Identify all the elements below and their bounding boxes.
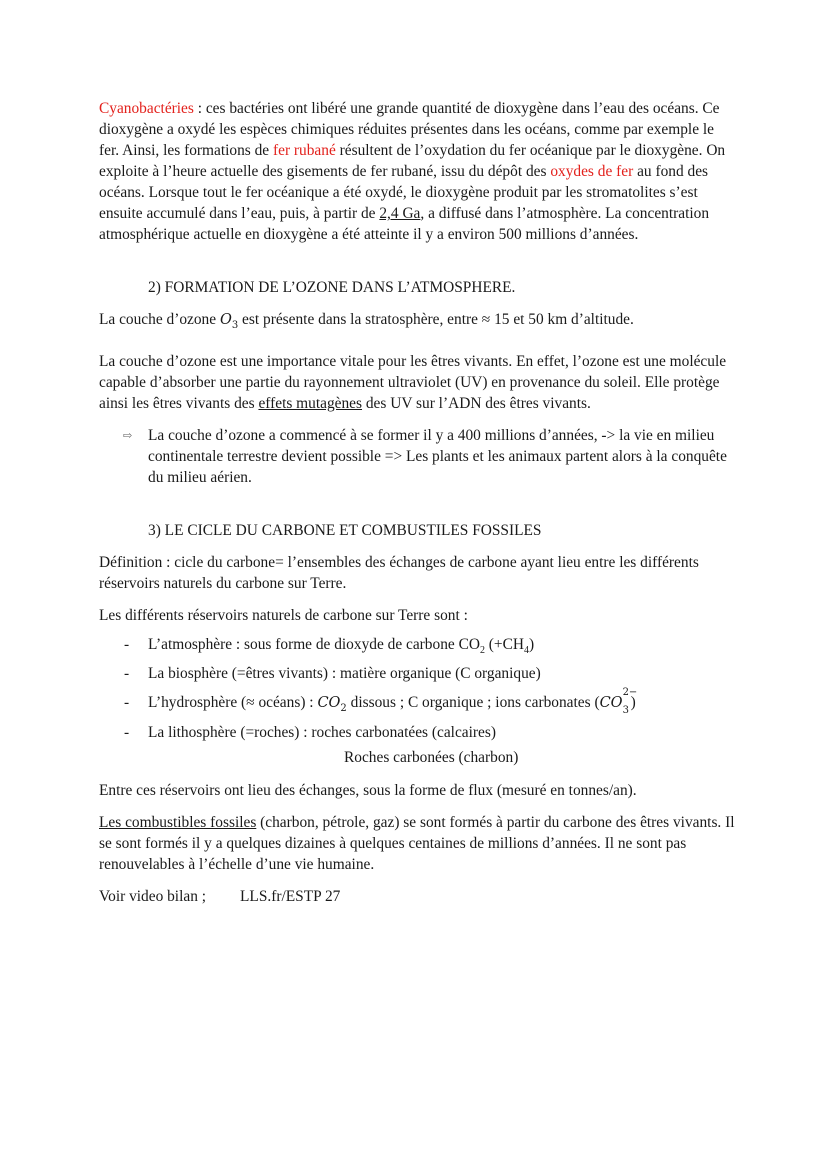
video-link: LLS.fr/ESTP 27 <box>240 888 341 905</box>
reservoirs-intro: Les différents réservoirs naturels de carbone sur Terre sont : <box>99 607 468 624</box>
term-combustibles-fossiles: Les combustibles fossiles <box>99 814 257 831</box>
ozone-paragraph-1: La couche d’ozone $O_3$ est présente dans la stratosphère, entre ≈ 15 et 50 km d’altitude. <box>99 311 634 331</box>
flux-paragraph: Entre ces réservoirs ont lieu des échanges, sous la forme de flux (mesuré en tonnes/an). <box>99 782 637 799</box>
list-item: - La biosphère (=êtres vivants) : matière organique (C organique) <box>124 665 541 682</box>
formula-co3: CO 2− 3 <box>599 687 638 716</box>
list-item: - L’atmosphère : sous forme de dioxyde de carbone $CO_2$ $(+CH_4)$ <box>124 636 535 657</box>
formula-co2: $CO_2$ <box>317 695 347 714</box>
intro-paragraph: Cyanobactéries : ces bactéries ont libéré une grande quantité de dioxygène dans l’eau des océans. Ce dioxygène a oxydé les espèces chimiques réduites présentes dans les océans, comme par exemple le fer. Ainsi, les formations de fer rubané résultent de l’oxydation du fer océanique par le dioxygène. On exploite à l’heure actuelle des gisements de fer rubané, issu du dépôt des oxydes de fer au fond des océans. Lorsque tout le fer océanique a été oxydé, le dioxygène produit par les stromatolites s’est ensuite accumulé dans l’eau, puis, à partir de 2,4 Ga, a diffusé dans l’atmosphère. La concentration atmosphérique actuelle en dioxygène a été atteinte il y a environ 500 millions d’années. <box>99 100 726 243</box>
term-effets-mutagenes: effets mutagènes <box>258 395 363 412</box>
ozone-paragraph-2: La couche d’ozone est une importance vitale pour les êtres vivants. En effet, l’ozone est une molécule capable d’absorber une partie du rayonnement ultraviolet (UV) en provenance du soleil. Elle protège ainsi les êtres vivants des effets mutagènes des UV sur l’ADN des êtres vivants. <box>99 353 727 412</box>
fossil-paragraph: Les combustibles fossiles (charbon, pétrole, gaz) se sont formés à partir du carbone des êtres vivants. Il se sont formés il y a quelques dizaines à quelques centaines de millions d’années. Il ne sont pas renouvelables à l’échelle d’une vie humaine. <box>99 814 735 873</box>
section-heading-ozone: 2) FORMATION DE L’OZONE DANS L’ATMOSPHERE. <box>148 279 516 296</box>
term-cyanobacteries: Cyanobactéries <box>99 100 194 117</box>
list-item-continuation: Roches carbonées (charbon) <box>344 749 519 766</box>
formula-o3: $O_3$ <box>219 312 239 331</box>
document-page <box>99 98 735 907</box>
term-oxydes-de-fer: oxydes de fer <box>550 163 634 180</box>
section-heading-carbone: 3) LE CICLE DU CARBONE ET COMBUSTILES FOSSILES <box>148 522 542 539</box>
term-fer-rubane: fer rubané <box>272 142 336 159</box>
ozone-arrow-bullet: ⇨ La couche d’ozone a commencé à se former il y a 400 millions d’années, -> la vie en milieu continentale terrestre devient possible => Les plants et les animaux partent alors à la conquête du milieu aérien. <box>123 427 727 486</box>
date-2-4-ga: 2,4 Ga <box>379 205 421 222</box>
definition-paragraph: Définition : cicle du carbone= l’ensembles des échanges de carbone ayant lieu entre les différents réservoirs naturels du carbone sur Terre. <box>99 554 699 592</box>
arrow-right-icon: ⇨ <box>123 430 133 442</box>
list-item: - La lithosphère (=roches) : roches carbonatées (calcaires) <box>124 724 496 741</box>
video-reference: Voir video bilan ; LLS.fr/ESTP 27 <box>99 888 341 905</box>
reservoirs-list <box>99 634 735 743</box>
list-item: - L’hydrosphère (≈ océans) : $CO_2$ dissous ; C organique ; ions carbonates (CO 2− 3 ) <box>124 687 638 716</box>
